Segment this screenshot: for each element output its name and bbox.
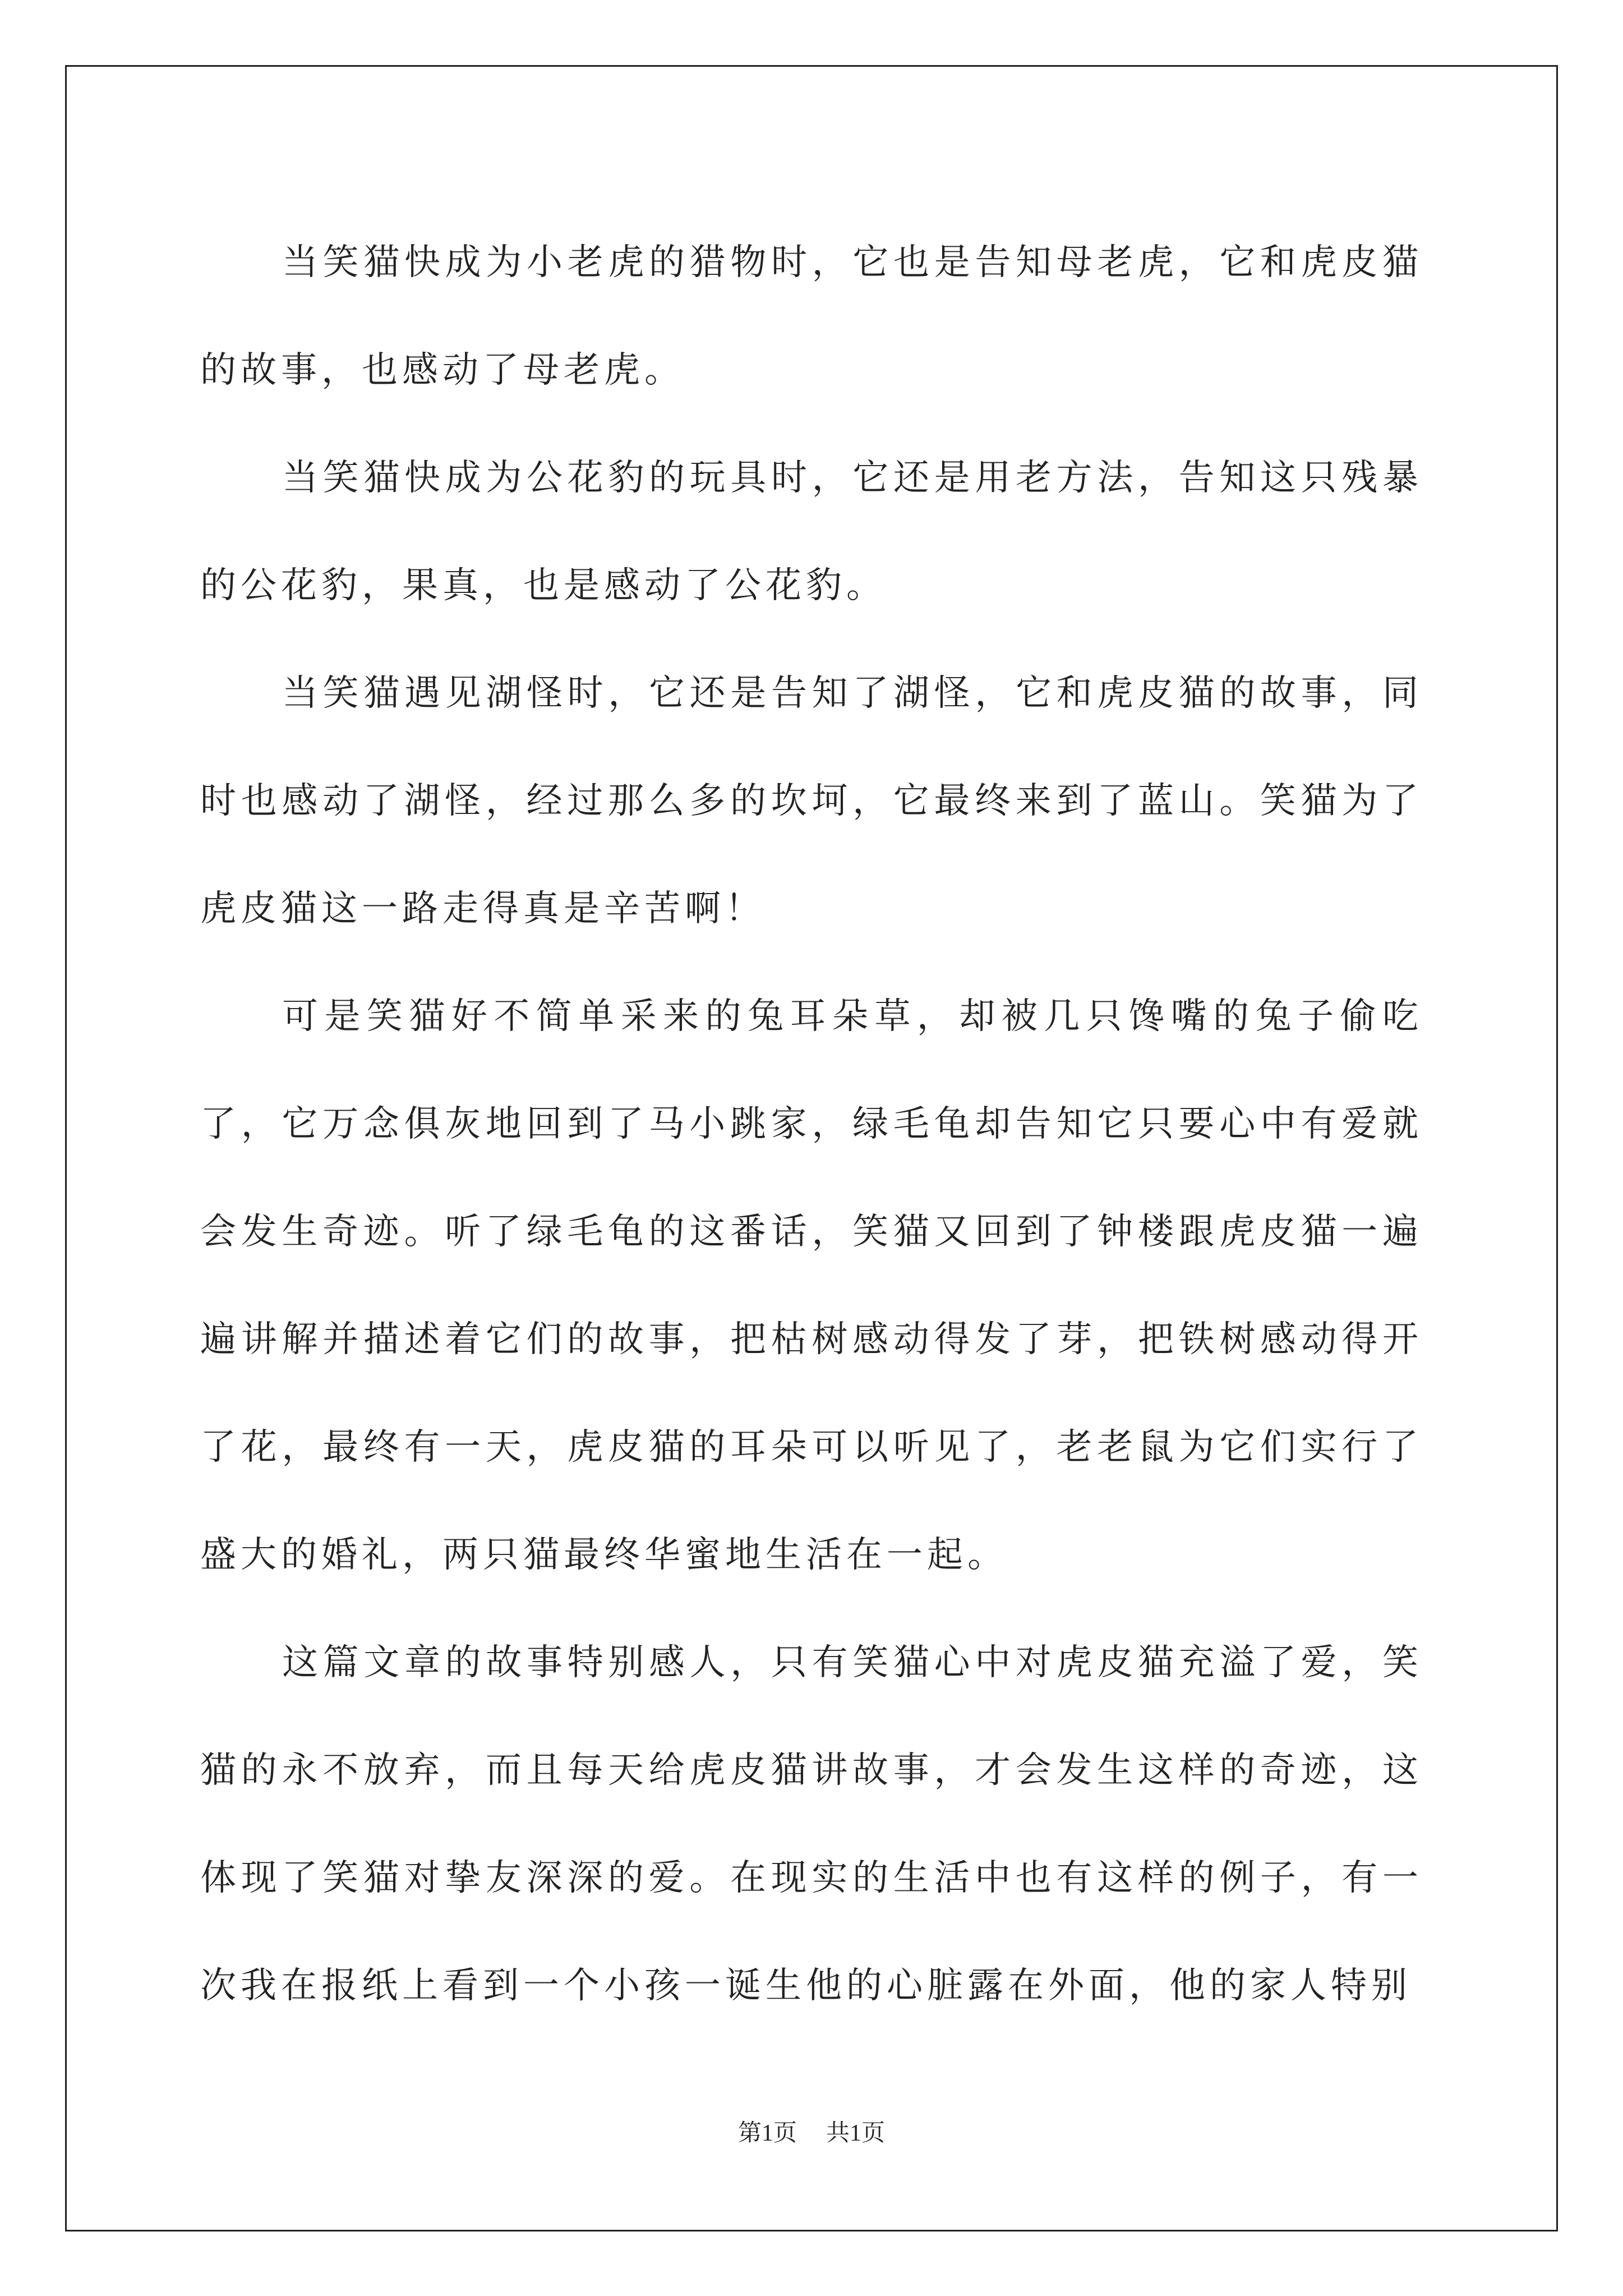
paragraph: 当笑猫遇见湖怪时，它还是告知了湖怪，它和虎皮猫的故事，同时也感动了湖怪，经过那么多的坎坷，它最终来到了蓝山。笑猫为了虎皮猫这一路走得真是辛苦啊！ — [200, 673, 1423, 930]
page-number: 第1页 — [737, 2120, 797, 2146]
page-footer — [0, 2116, 1623, 2150]
paragraph: 当笑猫快成为公花豹的玩具时，它还是用老方法，告知这只残暴的公花豹，果真，也是感动了公花豹。 — [200, 457, 1423, 606]
paragraph: 这篇文章的故事特别感人，只有笑猫心中对虎皮猫充溢了爱，笑猫的永不放弃，而且每天给虎皮猫讲故事，才会发生这样的奇迹，这体现了笑猫对挚友深深的爱。在现实的生活中也有这样的例子，有一次我在报纸上看到一个小孩一诞生他的心脏露在外面，他的家人特别 — [200, 1642, 1423, 2007]
page-total: 共1页 — [826, 2120, 886, 2146]
paragraph: 可是笑猫好不简单采来的兔耳朵草，却被几只馋嘴的兔子偷吃了，它万念俱灰地回到了马小跳家，绿毛龟却告知它只要心中有爱就会发生奇迹。听了绿毛龟的这番话，笑猫又回到了钟楼跟虎皮猫一遍遍讲解并描述着它们的故事，把枯树感动得发了芽，把铁树感动得开了花，最终有一天，虎皮猫的耳朵可以听见了，老老鼠为它们实行了盛大的婚礼，两只猫最终华蜜地生活在一起。 — [200, 996, 1423, 1576]
paragraph: 当笑猫快成为小老虎的猎物时，它也是告知母老虎，它和虎皮猫的故事，也感动了母老虎。 — [200, 242, 1423, 391]
document-body — [200, 209, 1423, 2040]
